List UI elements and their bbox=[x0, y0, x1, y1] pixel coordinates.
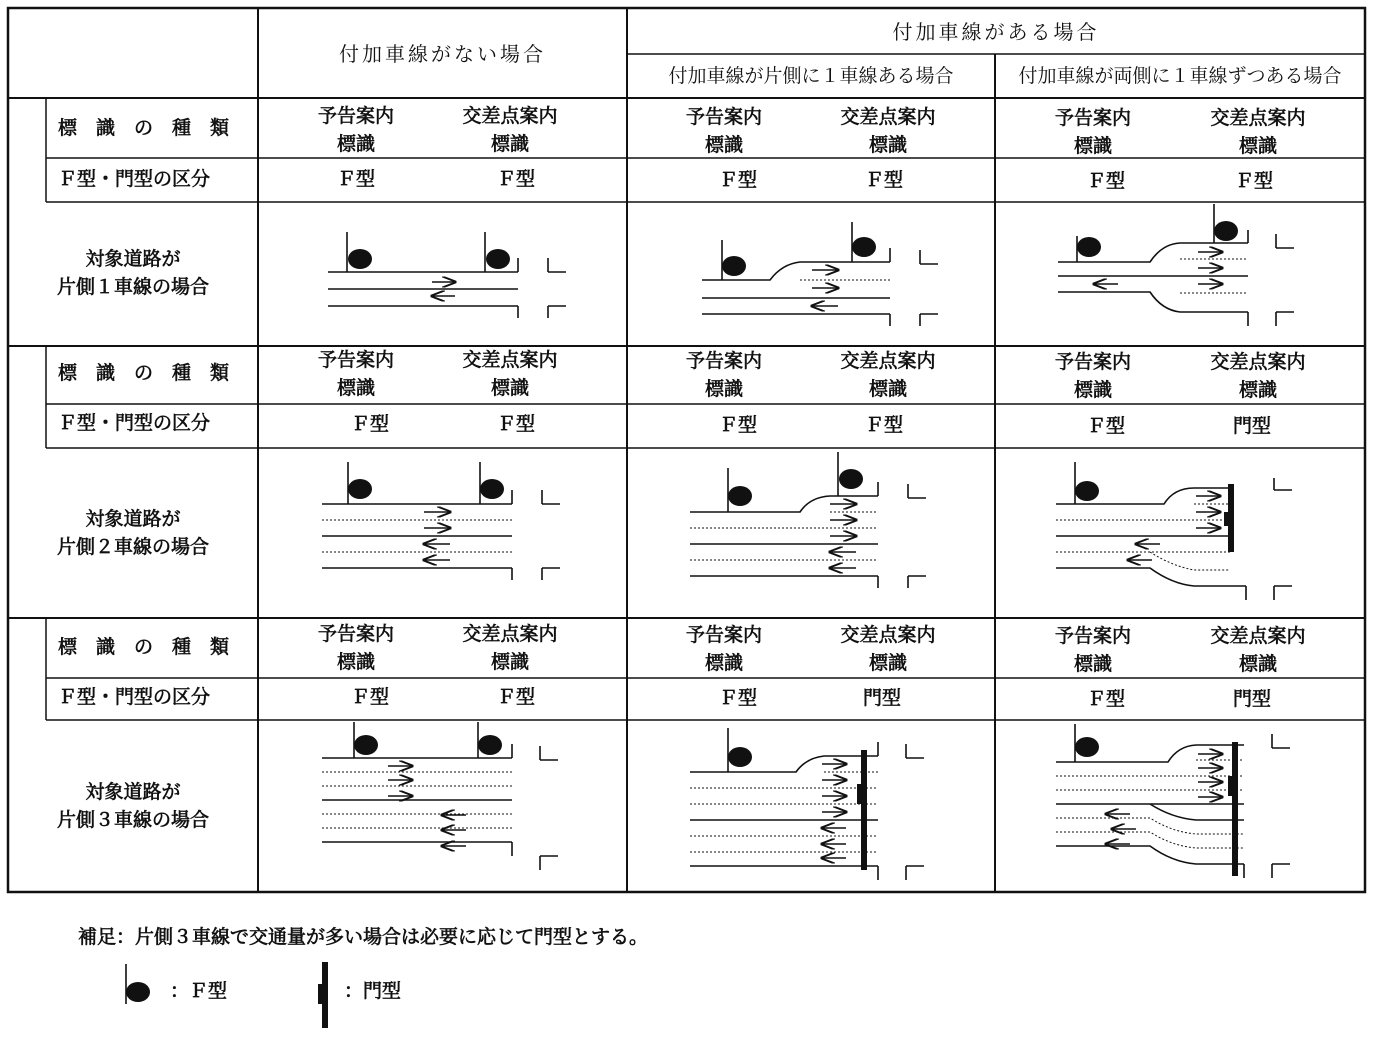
s1-c2-sign-b: 交差点案内 標識 bbox=[840, 106, 936, 156]
header-no-lane: 付加車線がない場合 bbox=[339, 42, 546, 66]
s2-c3-sign-a: 予告案内 標識 bbox=[1054, 351, 1131, 401]
s3-c3-sign-b: 交差点案内 標識 bbox=[1210, 625, 1306, 675]
s1-c1-type-b: Ｆ型 bbox=[496, 168, 535, 190]
s1-c3-sign-a: 予告案内 標識 bbox=[1054, 107, 1131, 157]
label-sign-type-1: 標 識 の 種 類 bbox=[58, 117, 230, 139]
header-with-lane: 付加車線がある場合 bbox=[892, 20, 1100, 44]
legend-f-type-label: ：Ｆ型 bbox=[170, 980, 228, 1002]
s2-c1-sign-a: 予告案内 標識 bbox=[317, 349, 394, 399]
s2-c1-type-a: Ｆ型 bbox=[350, 413, 389, 435]
s1-c2-type-a: Ｆ型 bbox=[718, 169, 757, 191]
label-classification-1: Ｆ型・門型の区分 bbox=[58, 168, 211, 190]
legend-gate-type-label: ：門型 bbox=[344, 980, 402, 1002]
s2-c3-sign-b: 交差点案内 標識 bbox=[1210, 351, 1306, 401]
header-both-sides: 付加車線が両側に１車線ずつある場合 bbox=[1018, 65, 1342, 87]
s2-c2-sign-b: 交差点案内 標識 bbox=[840, 350, 936, 400]
s2-c2-type-b: Ｆ型 bbox=[864, 414, 903, 436]
s3-c1-sign-b: 交差点案内 標識 bbox=[462, 623, 558, 673]
road-label-2: 対象道路が 片側２車線の場合 bbox=[56, 508, 209, 558]
s3-c2-type-b: 門型 bbox=[862, 687, 901, 709]
s1-c1-sign-b: 交差点案内 標識 bbox=[462, 105, 558, 155]
s2-c3-type-b: 門型 bbox=[1232, 415, 1271, 437]
footnote: 補足：片側３車線で交通量が多い場合は必要に応じて門型とする。 bbox=[78, 926, 649, 948]
diagram-s1-c3 bbox=[1058, 204, 1294, 326]
legend-f-type-icon bbox=[126, 964, 150, 1004]
s1-c1-type-a: Ｆ型 bbox=[336, 168, 375, 190]
s1-c2-sign-a: 予告案内 標識 bbox=[685, 106, 762, 156]
s3-c1-type-b: Ｆ型 bbox=[496, 686, 535, 708]
header-one-side: 付加車線が片側に１車線ある場合 bbox=[668, 65, 954, 87]
s3-c1-sign-a: 予告案内 標識 bbox=[317, 623, 394, 673]
s1-c2-type-b: Ｆ型 bbox=[864, 169, 903, 191]
diagram-s1-c1 bbox=[328, 232, 566, 318]
s3-c2-sign-a: 予告案内 標識 bbox=[685, 624, 762, 674]
s3-c3-type-b: 門型 bbox=[1232, 688, 1271, 710]
s2-c1-type-b: Ｆ型 bbox=[496, 413, 535, 435]
label-sign-type-2: 標 識 の 種 類 bbox=[58, 362, 230, 384]
s1-c3-sign-b: 交差点案内 標識 bbox=[1210, 107, 1306, 157]
label-classification-3: Ｆ型・門型の区分 bbox=[58, 686, 211, 708]
label-sign-type-3: 標 識 の 種 類 bbox=[58, 636, 230, 658]
s2-c3-type-a: Ｆ型 bbox=[1086, 415, 1125, 437]
legend-gate-type-icon bbox=[318, 962, 328, 1028]
s1-c1-sign-a: 予告案内 標識 bbox=[317, 105, 394, 155]
s3-c3-type-a: Ｆ型 bbox=[1086, 688, 1125, 710]
diagram-s3-c2 bbox=[690, 728, 924, 880]
label-classification-2: Ｆ型・門型の区分 bbox=[58, 412, 211, 434]
s2-c2-type-a: Ｆ型 bbox=[718, 414, 757, 436]
s1-c3-type-a: Ｆ型 bbox=[1086, 170, 1125, 192]
road-label-1: 対象道路が 片側１車線の場合 bbox=[56, 248, 209, 298]
s3-c2-type-a: Ｆ型 bbox=[718, 687, 757, 709]
s2-c2-sign-a: 予告案内 標識 bbox=[685, 350, 762, 400]
s2-c1-sign-b: 交差点案内 標識 bbox=[462, 349, 558, 399]
s1-c3-type-b: Ｆ型 bbox=[1234, 170, 1273, 192]
s3-c2-sign-b: 交差点案内 標識 bbox=[840, 624, 936, 674]
s3-c3-sign-a: 予告案内 標識 bbox=[1054, 625, 1131, 675]
s3-c1-type-a: Ｆ型 bbox=[350, 686, 389, 708]
road-label-3: 対象道路が 片側３車線の場合 bbox=[56, 781, 209, 831]
diagram-s2-c2 bbox=[690, 452, 926, 588]
